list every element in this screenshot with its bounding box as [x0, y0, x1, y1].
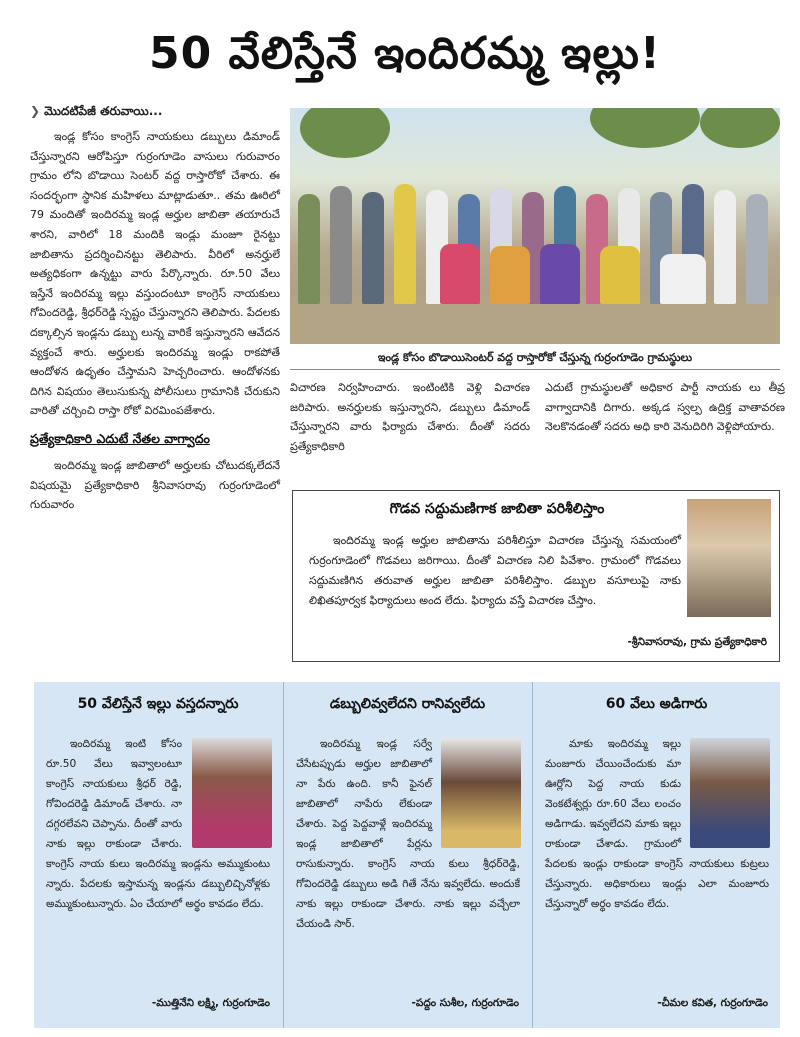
lead-paragraph: ఇండ్ల కోసం కాంగ్రెస్ నాయకులు డబ్బులు డిమాండ్ చేస్తున్నారని ఆరోపిస్తూ గుర్రంగూడెం వాసులు గురువారం గ్రామం లోని బొడాయి సెంటర్ వద్ద రాస్తారోకో చేశారు. ఈ సందర్భంగా స్థానిక మహిళలు మాట్లాడుతూ.. తమ ఊరిలో 79 మందితో ఇందిరమ్మ ఇండ్ల అర్హుల జాబితా తయారుచే శారని, వారిలో 18 మందికి ఇండ్లు మంజూ రైనట్టు జాబితాను ప్రదర్శించినట్టు తెలిపారు. వీరిలో అనర్హులే అత్యధికంగా ఉన్నట్టు వారు పేర్కొన్నారు. రూ.50 వేలు ఇస్తేనే ఇందిరమ్మ ఇల్లు వస్తుందంటూ కాంగ్రెస్ నాయకులు గోవిందరెడ్డి, శ్రీధర్‌రెడ్డి స్పష్టం చేస్తున్నారని తెలిపారు. పేదలకు దక్కాల్సిన ఇండ్లను డబ్బు లున్న వారికే ఇస్తున్నారని ఆవేదన వ్యక్తంచే శారు. అర్హులకు ఇందిరమ్మ ఇండ్లు రాకపోతే ఆందోళన ఉధృతం చేస్తామని హెచ్చరించారు. ఆందోళనకు దిగిన విషయం తెలుసుకున్న పోలీసులు గ్రామానికి చేరుకుని వారితో చర్చించి రాస్తా రోకో విరమింపజేశారు.	[30, 130, 280, 418]
lead-article	[30, 104, 280, 515]
continuation-text-2: ఎదుటే గ్రామస్థులతో అధికార పార్టీ నాయకు లు తీవ్ర వాగ్వాదానికి దిగారు. అక్కడ స్వల్ప ఉద్రిక్త వాతావరణ నెలకొనడంతో సదరు అధి కారి వెనుదిరిగి వెళ్లిపోయారు.	[545, 381, 785, 434]
testimonial-title: డబ్బులివ్వలేదని రానివ్వలేదు	[329, 696, 486, 712]
testimonial-text: ఇందిరమ్మ ఇంటి కోసం రూ.50 వేలు ఇవ్వాలంటూ కాంగ్రెస్ నాయకులు శ్రీధర్ రెడ్డి, గోవిందరెడ్డి డిమాండ్ చేశారు. నా దగ్గరలేవని చెప్పాను. దీంతో వారు నాకు ఇల్లు రాకుండా చేశారు. కాంగ్రెస్ నాయ కులు ఇందిరమ్మ ఇండ్లను అమ్ముకుంటు న్నారు. పేదలకు ఇస్తామన్న ఇండ్లను డబ్బులిచ్చినోళ్లకు అమ్ముకుంటున్నారు. ఏం చేయాలో అర్థం కావడం లేదు.	[46, 738, 270, 910]
testimonial-signature: -చీమల కవిత, గుర్రంగూడెం	[657, 997, 768, 1009]
protest-photo	[290, 108, 780, 344]
photo-caption: ఇండ్ల కోసం బొడాయిసెంటర్ వద్ద రాస్తారోకో చేస్తున్న గుర్రంగూడెం గ్రామస్థులు	[290, 346, 780, 370]
official-box-title: గొడవ సద్దుమణిగాక జాబితా పరిశీలిస్తాం	[389, 501, 605, 517]
continuation-column-2	[545, 378, 785, 437]
testimonial-text: ఇందిరమ్మ ఇండ్ల సర్వే చేసేటప్పుడు అర్హుల జాబితాలో నా పేరు ఉంది. కానీ ఫైనల్ జాబితాలో నాపేరు లేకుండా చేశారు. పెద్ద పెద్దవాళ్లే ఇందిరమ్మ ఇండ్ల జాబితాలో పేర్లను రాసుకున్నారు. కాంగ్రెస్ నాయ కులు శ్రీధర్‌రెడ్డి, గోవిందరెడ్డి డబ్బులు అడి గితే నేను ఇవ్వలేదు. అందుకే నాకు ఇల్లు రాకుండా చేశారు. నాకు ఇల్లు వచ్చేలా చేయండి సార్.	[296, 738, 520, 930]
official-box-text: ఇందిరమ్మ ఇండ్ల అర్హుల జాబితాను పరిశీలిస్తూ విచారణ చేస్తున్న సమయంలో గుర్రంగూడెంలో గొడవలు జరిగాయి. దీంతో విచారణ నిలి పివేశాం. గ్రామంలో గొడవలు సద్దుమణిగిన తరువాత అర్హుల జాబితా పరిశీలిస్తాం. డబ్బుల వసూలుపై నాకు లిఖితపూర్వక ఫిర్యాదులు అంద లేదు. ఫిర్యాదు వస్తే విచారణ చేస్తాం.	[309, 534, 681, 607]
section-subhead: ప్రత్యేకాధికారి ఎదుటే నేతల వాగ్వాదం	[30, 430, 210, 446]
testimonial-card	[283, 682, 531, 1028]
official-signature: -శ్రీనివాసరావు, గ్రామ ప్రత్యేకాధికారి	[627, 636, 767, 648]
continuation-column-1	[290, 378, 530, 456]
chevron-right-icon: ❯	[30, 104, 41, 118]
headline: 50 వేలిస్తేనే ఇందిరమ్మ ఇల్లు!	[149, 28, 661, 79]
kicker-text: మొదటిపేజీ తరువాయి...	[44, 104, 163, 118]
testimonial-title: 60 వేలు అడిగారు	[605, 696, 708, 712]
testimonials-section	[34, 682, 780, 1028]
testimonial-card	[532, 682, 780, 1028]
testimonial-signature: -ముత్తినేని లక్ష్మి, గుర్రంగూడెం	[151, 997, 270, 1009]
testimonial-signature: -పద్దం సుశీల, గుర్రంగూడెం	[411, 997, 519, 1009]
continuation-text-1: విచారణ నిర్వహించారు. ఇంటింటికి వెళ్లి విచారణ జరిపారు. అనర్హులకు ఇస్తున్నారని, డబ్బులు డిమాండ్ చేస్తున్నారని వారు ఫిర్యాదు చేశారు. దీంతో సదరు ప్రత్యేకాధికారి	[290, 381, 530, 453]
testimonial-title: 50 వేలిస్తేనే ఇల్లు వస్తదన్నారు	[77, 696, 239, 712]
testimonial-text: మాకు ఇందిరమ్మ ఇల్లు మంజూరు చేయించేందుకు మా ఊర్లోని పెద్ద నాయ కుడు వెంకటేశ్వర్లు రూ.60 వేలు లంచం అడిగాడు. ఇవ్వలేదని మాకు ఇల్లు రాకుండా చేశాడు. గ్రామంలో పేదలకు ఇండ్లు రాకుండా కాంగ్రెస్ నాయకులు కుట్రలు చేస్తున్నారు. అధికారులు ఇండ్లు ఎలా మంజూరు చేస్తున్నారో అర్థం కావడం లేదు.	[545, 738, 769, 910]
testimonial-card	[34, 682, 282, 1028]
lead-paragraph-2: ఇందిరమ్మ ఇండ్ల జాబితాలో అర్హులకు చోటుదక్కలేదనే విషయమై ప్రత్యేకాధికారి శ్రీనివాసరావు గుర్రంగూడెంలో గురువారం	[30, 458, 280, 512]
continued-kicker	[30, 104, 280, 121]
official-statement-box	[292, 490, 780, 662]
